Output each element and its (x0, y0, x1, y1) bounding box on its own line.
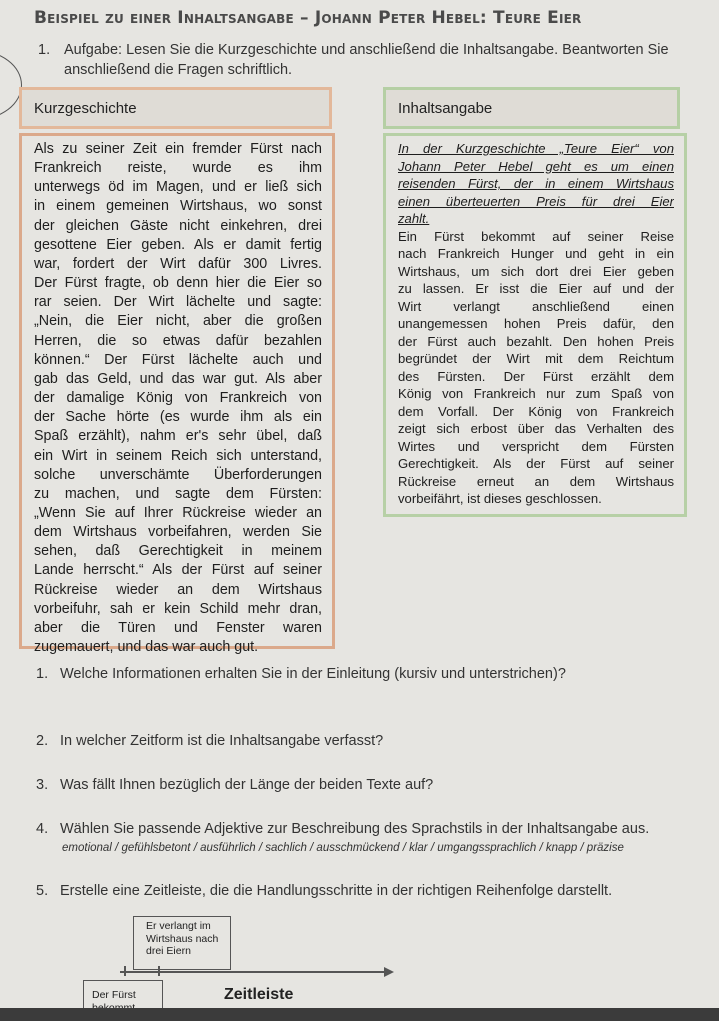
story-line: der Sache hörte (es wurde ihm als ein (34, 409, 322, 426)
story-line: Herren, die so etwas dafür bezahlen (34, 332, 322, 349)
timeline-event-box: Er verlangt im Wirtshaus nach drei Eiern (133, 916, 231, 970)
story-line: Spaß erzählt), nahm er's sehr übel, daß (34, 428, 322, 445)
story-line: zu machen, und sagte dem Fürsten: (34, 485, 322, 502)
question-text: Erstelle eine Zeitleiste, die die Handlungsschritte in der richtigen Reihenfolge darstellt. (60, 883, 613, 899)
task-instruction (38, 40, 708, 80)
summary-line: begründet der Wirt mit dem Reichtum (398, 351, 674, 366)
story-line: war, fordert der Wirt dafür 300 Livres. (34, 255, 322, 272)
story-line: ein Wirt in seinem Reich sich unterstand, (34, 447, 322, 464)
bottom-edge-bar (0, 1008, 719, 1021)
summary-intro-line: reisenden Fürst, der in einem Wirtshaus (398, 176, 674, 191)
story-line: „Nein, die Eier nicht, aber die großen (34, 313, 322, 330)
summary-line: Wirtes und verspricht dem Fürsten (398, 438, 674, 454)
summary-intro-line: zahlt. (398, 211, 430, 226)
timeline-label: Zeitleiste (224, 986, 294, 1003)
story-line: Frankreich reiste, wurde es ihm (34, 160, 322, 177)
summary-intro-line: Johann Peter Hebel geht es um einen (398, 158, 674, 174)
summary-intro-line: In der Kurzgeschichte „Teure Eier“ von (398, 141, 674, 156)
summary-line: des Fürsten. Der Fürst erzählt dem (398, 368, 674, 384)
question-text: In welcher Zeitform ist die Inhaltsangabe verfasst? (60, 733, 384, 749)
story-line: Lande herrscht.“ Als der Fürst auf seiner (34, 562, 322, 579)
question-number: 4. (36, 821, 49, 837)
story-line: können.“ Der Fürst lächelte auch und (34, 351, 322, 368)
story-header-label: Kurzgeschichte (34, 99, 137, 117)
story-line: Der Fürst fragte, ob denn hier die Eier so (34, 275, 322, 292)
story-line: vorbeifuhr, sah er kein Schild mehr dran, (34, 600, 322, 617)
story-line: solche unverschämte Überforderungen (34, 466, 322, 483)
story-line: der gleichen Gäste nicht einkehren, drei (34, 217, 322, 234)
story-line: dem Wirtshaus vorbeifahren, werden Sie (34, 524, 322, 541)
question-5 (36, 883, 612, 899)
summary-text-box (383, 133, 687, 517)
summary-line: der Fürst auch bezahlt. Den hohen Preis (398, 333, 674, 349)
story-line: gesottene Eier geben. Als er damit fertig (34, 236, 322, 253)
question-number: 2. (36, 733, 49, 749)
story-line: in einem gemeinen Wirtshaus, wo sonst (34, 198, 322, 215)
timeline-tick (158, 966, 160, 976)
question-number: 5. (36, 883, 49, 899)
question-text: Was fällt Ihnen bezüglich der Länge der beiden Texte auf? (60, 777, 434, 793)
summary-line: Wirtshaus, um sich dort drei Eier geben (398, 263, 674, 279)
question-4 (36, 821, 649, 837)
summary-header (383, 87, 680, 129)
summary-line: vorbeifährt, ist dieses geschlossen. (398, 491, 602, 506)
story-line: unterwegs öd im Magen, und er ließ sich (34, 179, 322, 196)
summary-line: zeigt sich erbost über das Verhalten des (398, 421, 674, 436)
summary-line: nach Frankreich Hunger und geht in ein (398, 246, 674, 261)
summary-line: Rückreise erneut an dem Wirtshaus (398, 473, 674, 489)
story-line: Rückreise wieder an dem Wirtshaus (34, 581, 322, 598)
story-header (19, 87, 332, 129)
question-text: Wählen Sie passende Adjektive zur Beschreibung des Sprachstils in der Inhaltsangabe aus. (60, 821, 650, 837)
adjective-list: emotional / gefühlsbetont / ausführlich / sachlich / ausschmückend / klar / umgangssprachlich / knapp / präzise (62, 842, 624, 854)
summary-header-label: Inhaltsangabe (398, 99, 493, 117)
question-text: Welche Informationen erhalten Sie in der Einleitung (kursiv und unterstrichen)? (60, 666, 566, 682)
timeline-tick (124, 966, 126, 976)
summary-intro-line: einen überteuerten Preis für drei Eier (398, 193, 674, 209)
question-2 (36, 733, 383, 749)
question-3 (36, 777, 433, 793)
question-number: 1. (36, 666, 49, 682)
summary-line: unangemessen hohen Preis dafür, den (398, 316, 674, 331)
timeline-event-box: Der Fürst (83, 980, 163, 1021)
question-number: 3. (36, 777, 49, 793)
task-text: Aufgabe: Lesen Sie die Kurzgeschichte und anschließend die Inhaltsangabe. Beantworten Sie anschließend die Fragen schriftlich. (64, 42, 669, 78)
story-line: zugemauert, und das war auch gut. (34, 639, 259, 656)
story-line: sehen, daß Gerechtigkeit in meinem (34, 543, 322, 560)
summary-line: Wirt verlangt anschließend einen (398, 298, 674, 314)
story-line: der damalige König von Frankreich von (34, 390, 322, 407)
summary-line: dem Vorfall. Der König von Frankreich (398, 403, 674, 419)
story-line: „Wenn Sie auf Ihrer Rückreise wieder an (34, 504, 322, 521)
timeline-axis (120, 971, 388, 973)
story-line: aber die Türen und Fenster waren (34, 619, 322, 636)
question-1 (36, 666, 566, 682)
story-text-box (19, 133, 335, 656)
summary-line: Ein Fürst bekommt auf seiner Reise (398, 228, 674, 244)
summary-line: zu lassen. Er isst die Eier auf und der (398, 281, 674, 296)
story-line: rar seien. Der Wirt lächelte und sagte: (34, 294, 322, 311)
summary-line: König von Frankreich nur zum Spaß von (398, 386, 674, 401)
timeline-arrow-icon (384, 967, 394, 977)
task-number: 1. (38, 42, 51, 58)
story-line: Als zu seiner Zeit ein fremder Fürst nach (34, 141, 322, 157)
page-title: Beispiel zu einer Inhaltsangabe – Johann Peter Hebel: Teure Eier (34, 8, 582, 28)
summary-line: Gerechtigkeit. Als der Fürst auf seiner (398, 456, 674, 471)
story-line: gab das Geld, und das war gut. Als aber (34, 370, 322, 387)
